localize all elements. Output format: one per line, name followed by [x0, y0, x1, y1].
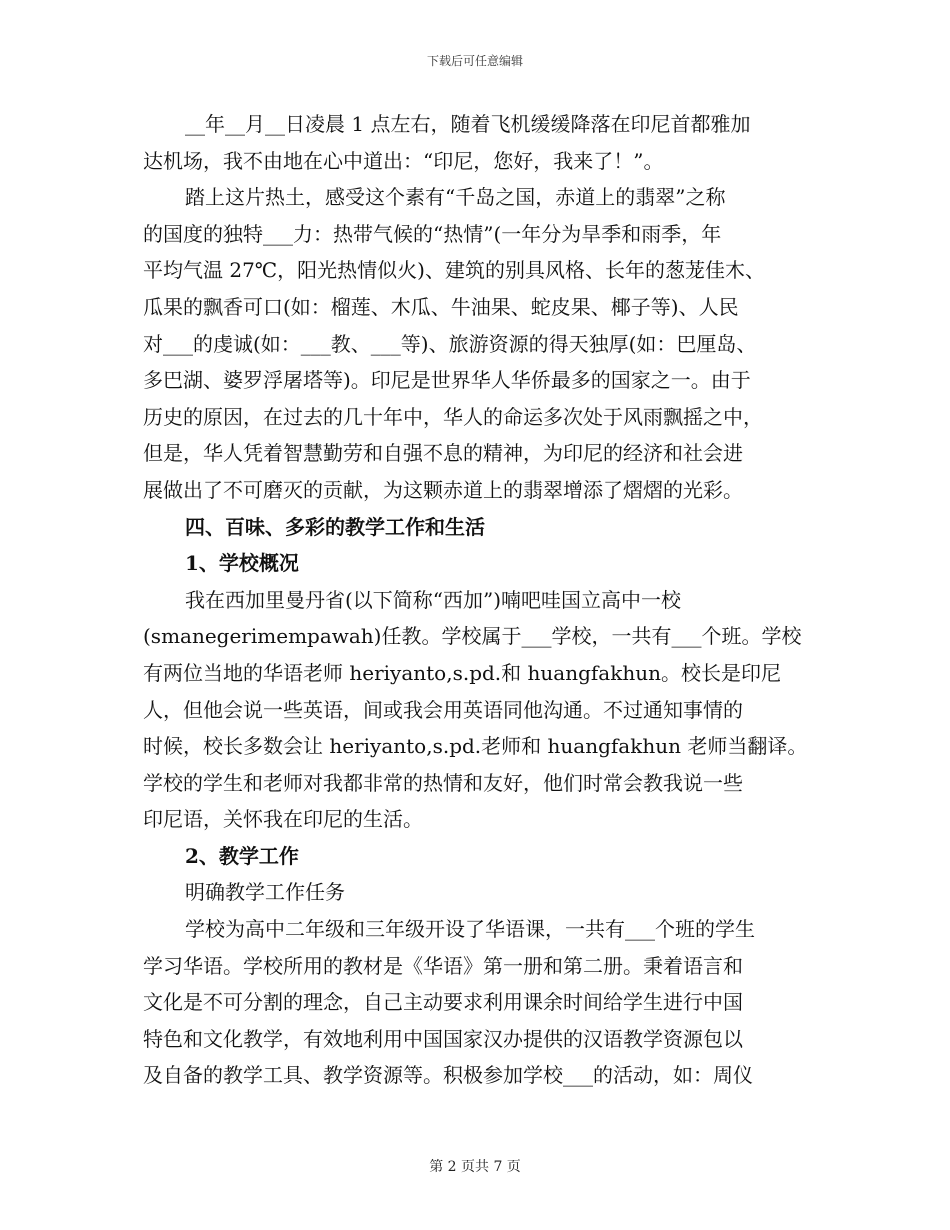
text-line: 展做出了不可磨灭的贡献，为这颗赤道上的翡翠增添了熠熠的光彩。: [143, 477, 743, 502]
text-line: 瓜果的飘香可口(如：榴莲、木瓜、牛油果、蛇皮果、椰子等)、人民: [143, 294, 739, 319]
text-line: 文化是不可分割的理念，自己主动要求利用课余时间给学生进行中国: [143, 990, 743, 1015]
text-line: 对___的虔诚(如：___教、___等)、旅游资源的得天独厚(如：巴厘岛、: [143, 331, 757, 356]
text-line: 多巴湖、婆罗浮屠塔等)。印尼是世界华人华侨最多的国家之一。由于: [143, 368, 751, 393]
text-line: 特色和文化教学，有效地利用中国国家汉办提供的汉语教学资源包以: [143, 1026, 743, 1051]
text-line: 学校的学生和老师对我都非常的热情和友好，他们时常会教我说一些: [143, 770, 743, 795]
text-line: 印尼语，关怀我在印尼的生活。: [143, 807, 423, 832]
section-heading: 2、教学工作: [185, 843, 299, 868]
text-line: 踏上这片热土，感受这个素有“千岛之国，赤道上的翡翠”之称: [185, 185, 726, 210]
text-line: 明确教学工作任务: [185, 880, 345, 905]
text-line: 平均气温 27℃，阳光热情似火)、建筑的别具风格、长年的葱茏佳木、: [143, 258, 765, 283]
text-line: 学校为高中二年级和三年级开设了华语课，一共有___个班的学生: [185, 917, 755, 942]
text-line: 学习华语。学校所用的教材是《华语》第一册和第二册。秉着语言和: [143, 953, 743, 978]
text-line: 人，但他会说一些英语，间或我会用英语同他沟通。不过通知事情的: [143, 697, 743, 722]
section-heading: 四、百味、多彩的教学工作和生活: [185, 514, 485, 539]
page-footer: 第 2 页共 7 页: [429, 1159, 521, 1175]
text-line: 时候，校长多数会让 heriyanto,s.pd.老师和 huangfakhun 老师当翻译。: [143, 734, 808, 759]
document-body: [143, 106, 808, 1094]
text-line: 的国度的独特___力：热带气候的“热情”(一年分为旱季和雨季，年: [143, 221, 722, 246]
text-line: 达机场，我不由地在心中道出：“印尼，您好，我来了！”。: [143, 148, 664, 173]
text-line: (smanegerimempawah)任教。学校属于___学校，一共有___个班。学校: [143, 624, 802, 649]
page-header: 下载后可任意编辑: [426, 54, 523, 68]
text-line: 但是，华人凭着智慧勤劳和自强不息的精神，为印尼的经济和社会进: [143, 441, 743, 466]
section-heading: 1、学校概况: [185, 551, 299, 576]
text-line: 有两位当地的华语老师 heriyanto,s.pd.和 huangfakhun。校长是印尼: [143, 660, 781, 685]
text-line: 及自备的教学工具、教学资源等。积极参加学校___的活动，如：周仪: [143, 1063, 753, 1088]
text-line: 我在西加里曼丹省(以下简称“西加”)喃吧哇国立高中一校: [185, 587, 682, 612]
text-line: __年__月__日凌晨 1 点左右，随着飞机缓缓降落在印尼首都雅加: [185, 112, 751, 136]
text-line: 历史的原因，在过去的几十年中，华人的命运多次处于风雨飘摇之中，: [143, 404, 763, 429]
